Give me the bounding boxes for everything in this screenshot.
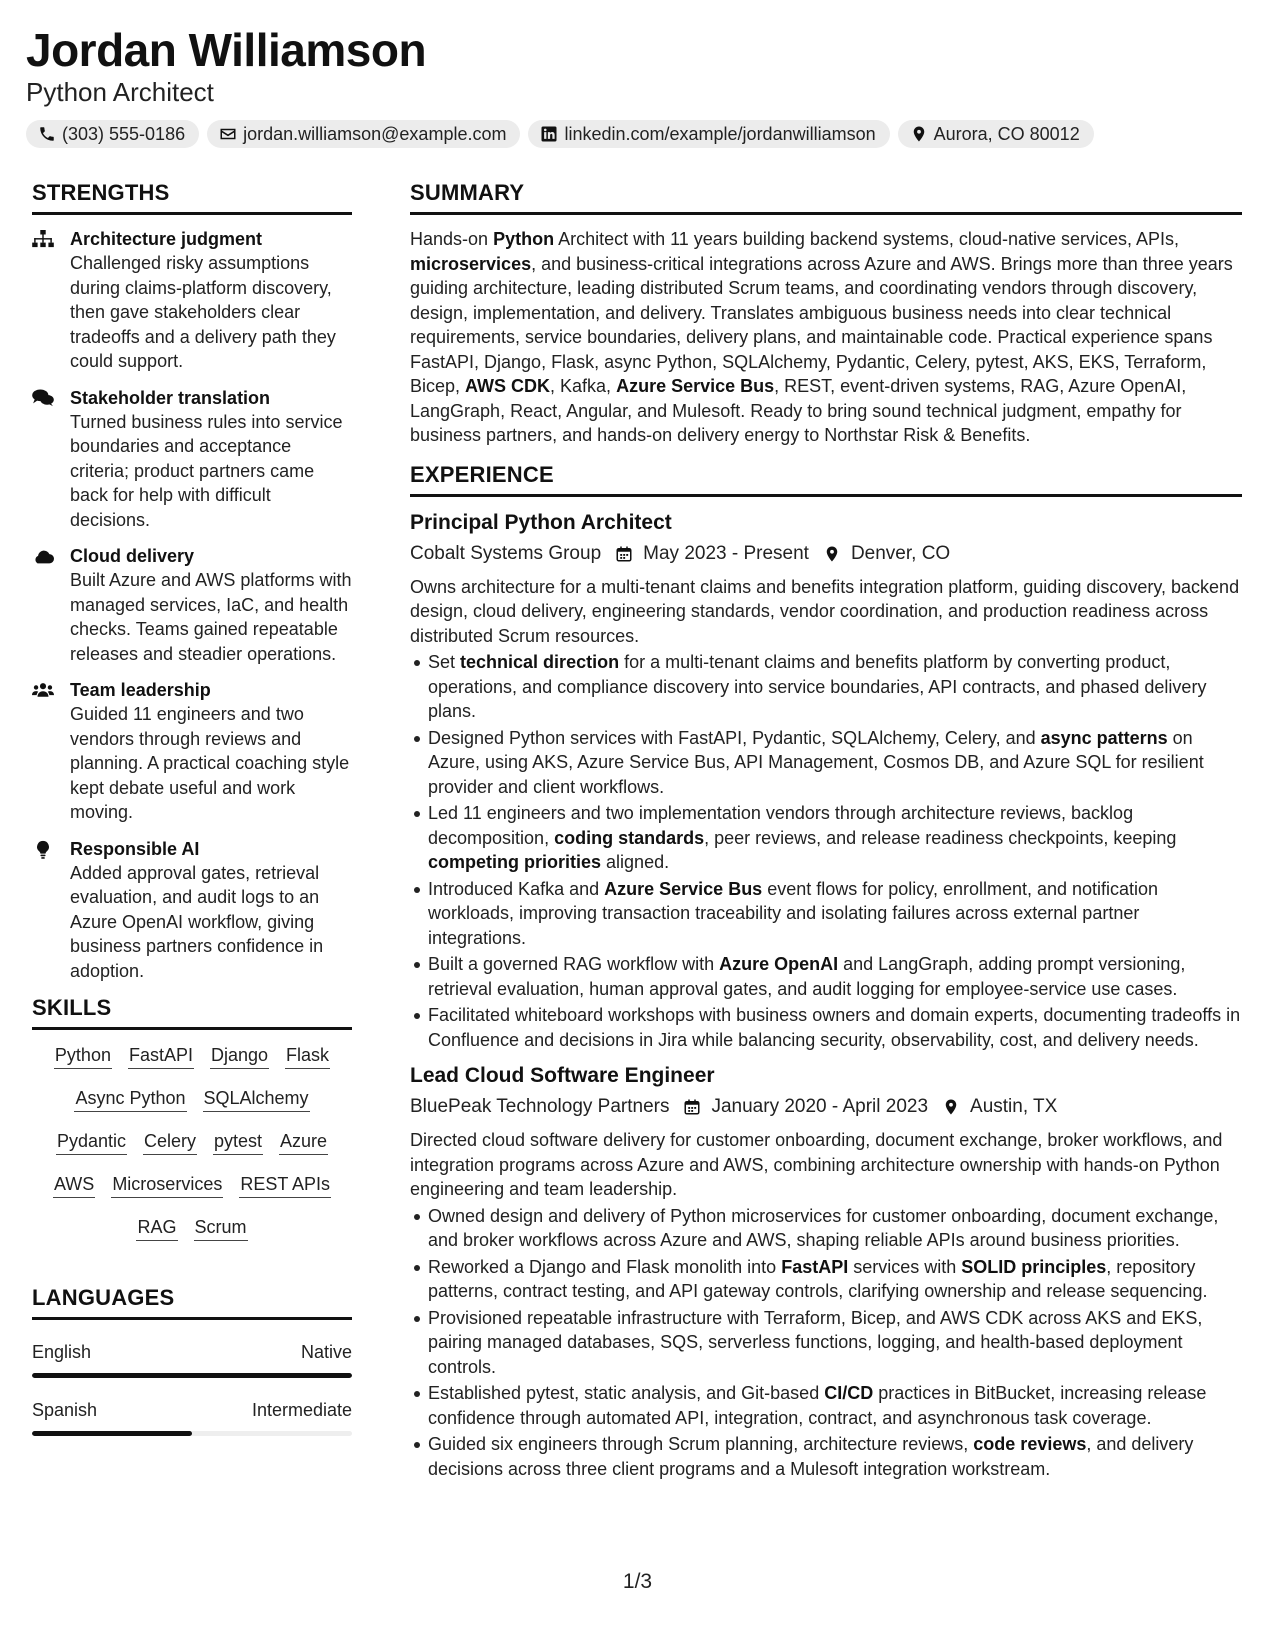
text-run: Set [428,652,461,672]
text-run: Hands-on [410,229,494,249]
strength-item [32,544,352,666]
job-bullet [428,1255,1242,1304]
skills-heading: SKILLS [32,995,352,1030]
contact-phone [26,120,199,148]
language-level: Native [300,1342,352,1362]
experience-heading: EXPERIENCE [410,462,1242,497]
skill-tag: Django [210,1044,269,1069]
job-location: Denver, CO [850,542,951,564]
job-title: Principal Python Architect [410,510,672,534]
strength-description: Built Azure and AWS platforms with managed services, IaC, and health checks. Teams gained repeatable releases and steadier operations. [70,570,352,664]
bold-keyword: microservices [410,253,532,274]
job-bullet [428,952,1242,1001]
page-number: 1/3 [622,1570,653,1593]
contact-phone-text: (303) 555-0186 [62,123,186,144]
bold-keyword: code reviews [973,1434,1087,1454]
text-run: and LangGraph, adding prompt versioning, retrieval evaluation, human approval gates, and audit logging for employee-service use cases. [428,954,1186,999]
bold-keyword: AWS CDK [465,376,551,396]
strengths-list [32,227,352,983]
language-proficiency-bar [32,1431,352,1436]
job-bullet [428,1381,1242,1430]
text-run: for a multi-tenant claims and benefits platform by converting product, operations, and compliance discovery into service boundaries, API contracts, and phased delivery plans. [428,652,1207,721]
job-bullet [428,1432,1242,1481]
contact-location [898,120,1094,148]
skill-tag: Azure [279,1130,328,1155]
calendar-icon [683,1098,701,1116]
skill-tag: SQLAlchemy [203,1087,310,1112]
bold-keyword: Azure Service Bus [604,878,763,899]
text-run: Introduced Kafka and [428,878,605,899]
summary-text [410,227,1242,448]
job-bullet-list [410,650,1242,1052]
text-run: , repository patterns, contract testing, and API gateway controls, clarifying ownership and release sequencing. [428,1256,1208,1301]
text-run: Guided six engineers through Scrum planning, architecture reviews, [428,1434,974,1454]
text-run: aligned. [601,852,670,872]
skill-tag: Async Python [74,1087,186,1112]
text-run: Designed Python services with FastAPI, Pydantic, SQLAlchemy, Celery, and [428,727,1041,748]
map-pin-icon [910,125,928,143]
skill-tag: Flask [285,1044,330,1069]
strength-title: Architecture judgment [70,229,263,249]
strength-title: Stakeholder translation [70,387,271,408]
text-run: Reworked a Django and Flask monolith into [428,1256,782,1277]
languages-heading: LANGUAGES [32,1285,352,1320]
strength-description: Added approval gates, retrieval evaluation, and audit logs to an Azure OpenAI workflow, giving business partners confidence in adoption. [70,862,324,981]
bold-keyword: Azure OpenAI [719,954,839,974]
text-run: Owned design and delivery of Python microservices for customer onboarding, document exchange, and broker workflows across Azure and AWS, shaping reliable APIs around business priorities. [428,1205,1219,1250]
strength-title: Responsible AI [70,838,200,859]
bold-keyword: competing priorities [428,852,602,872]
job-bullet [428,801,1242,875]
contact-email-text: jordan.williamson@example.com [243,123,507,144]
job-description: Directed cloud software delivery for customer onboarding, document exchange, broker workflows, and integration programs across Azure and AWS, combining architecture ownership with hands-on Python engineering and team leadership. [410,1130,1223,1199]
contact-location-text: Aurora, CO 80012 [933,123,1080,144]
text-run: , and business-critical integrations across Azure and AWS. Brings more than three years guiding architecture, leading distributed Scrum teams, and coordinating vendors through discovery, design, implementation, and delivery. Translates ambiguous business needs into clear technical requirements, service boundaries, delivery plans, and maintainable code. Practical experience spans FastAPI, Django, Flask, async Python, SQLAlchemy, Pydantic, Celery, pytest, AKS, EKS, Terraform, Bicep, [410,253,1233,396]
strength-description: Challenged risky assumptions during claims-platform discovery, then gave stakeholders clear tradeoffs and a delivery path they could support. [70,253,336,371]
map-pin-icon [823,545,841,563]
bold-keyword: async patterns [1040,727,1168,748]
candidate-name: Jordan Williamson [26,24,427,76]
strength-title: Team leadership [70,680,211,700]
job-entry [410,1062,1242,1481]
summary-heading: SUMMARY [410,180,1242,215]
bold-keyword: CI/CD [824,1383,874,1403]
bold-keyword: Azure Service Bus [616,376,775,396]
bold-keyword: Python [493,229,555,249]
job-company: Cobalt Systems Group [410,542,602,564]
text-run: Architect with 11 years building backend systems, cloud-native services, APIs, [554,229,1180,249]
strength-title: Cloud delivery [70,546,195,566]
lightbulb-icon [32,840,54,860]
language-item [32,1342,352,1378]
job-location: Austin, TX [970,1096,1058,1117]
bold-keyword: technical direction [460,652,620,672]
strength-description: Guided 11 engineers and two vendors through reviews and planning. A practical coaching style kept debate useful and work moving. [70,704,350,822]
text-run: , peer reviews, and release readiness checkpoints, keeping [704,827,1177,848]
job-bullet [428,1306,1242,1380]
text-run: event flows for policy, enrollment, and notification workloads, improving transaction traceability and isolating failures across external partner integrations. [428,878,1159,948]
job-title: Lead Cloud Software Engineer [410,1064,715,1087]
text-run: , and delivery decisions across three client programs and a Mulesoft integration workstream. [428,1434,1194,1479]
job-bullet [428,1003,1242,1052]
skill-tag: RAG [136,1216,177,1241]
language-name: English [32,1342,92,1362]
bold-keyword: FastAPI [781,1256,849,1277]
strength-description: Turned business rules into service boundaries and acceptance criteria; product partners came back for help with difficult decisions. [70,411,343,530]
text-run: practices in BitBucket, increasing release confidence through automated API, integration, contract, and asynchronous task coverage. [428,1383,1207,1428]
text-run: , Kafka, [550,376,617,396]
strength-item [32,227,352,374]
text-run: Provisioned repeatable infrastructure with Terraform, Bicep, and AWS CDK across AKS and EKS, pairing managed databases, SQS, serverless functions, logging, and health-based deployment controls. [428,1307,1203,1377]
skill-tag: pytest [213,1130,263,1155]
language-item [32,1400,352,1436]
cloud-icon [32,547,54,565]
strength-item [32,386,352,533]
skill-tag: Python [54,1044,112,1069]
text-run: Built a governed RAG workflow with [428,954,720,974]
text-run: on Azure, using AKS, Azure Service Bus, API Management, Cosmos DB, and Azure SQL for resilient provider and client workflows. [428,727,1204,797]
language-proficiency-bar [32,1373,352,1378]
contact-email[interactable] [207,120,520,148]
job-bullet [428,726,1242,800]
job-bullet [428,650,1242,724]
skill-tag: AWS [53,1173,95,1198]
job-bullet [428,877,1242,951]
contact-linkedin-text: linkedin.com/example/jordanwilliamson [564,123,876,144]
job-dates: January 2020 - April 2023 [711,1096,929,1117]
users-icon [32,681,54,699]
contact-list [26,120,1256,148]
job-entry [410,509,1242,1053]
skill-tag: Celery [143,1130,197,1155]
language-proficiency-fill [32,1373,352,1378]
skill-tag: Pydantic [56,1130,127,1155]
skill-tag: FastAPI [128,1044,194,1069]
skills-list [32,1044,352,1241]
contact-linkedin[interactable] [528,120,889,148]
job-meta [410,1094,1242,1120]
job-bullet-list [410,1204,1242,1482]
text-run: Facilitated whiteboard workshops with business owners and domain experts, documenting tradeoffs in Confluence and decisions in Jira while balancing security, observability, cost, and delivery needs. [428,1005,1241,1050]
chat-bubbles-icon [32,389,54,407]
job-description: Owns architecture for a multi-tenant claims and benefits integration platform, guiding discovery, backend design, cloud delivery, engineering standards, vendor coordination, and production readiness across distributed Scrum resources. [410,576,1240,646]
candidate-role: Python Architect [26,77,214,107]
strengths-heading: STRENGTHS [32,180,352,215]
job-dates: May 2023 - Present [643,542,809,564]
left-column [32,180,352,1436]
job-bullet [428,1204,1242,1253]
strength-item [32,837,352,984]
language-name: Spanish [32,1400,98,1420]
skill-tag: Scrum [194,1216,248,1241]
language-proficiency-fill [32,1431,192,1436]
bold-keyword: SOLID principles [961,1256,1107,1277]
text-run: , REST, event-driven systems, RAG, Azure OpenAI, LangGraph, React, Angular, and Mulesoft. Ready to bring sound technical judgment, empathy for business partners, and hands-on delivery energy to Northstar Risk & Benefits. [410,376,1187,445]
sitemap-icon [32,230,54,248]
linkedin-icon [540,125,558,143]
job-company: BluePeak Technology Partners [410,1096,670,1117]
skill-tag: Microservices [111,1173,223,1198]
right-column [410,180,1242,1483]
language-level: Intermediate [251,1400,352,1420]
resume-header [26,24,1256,148]
map-pin-icon [942,1098,960,1116]
bold-keyword: coding standards [554,827,705,848]
calendar-icon [615,545,633,563]
envelope-icon [219,125,237,143]
strength-item [32,678,352,825]
text-run: services with [848,1256,962,1277]
job-meta [410,541,1242,567]
skill-tag: REST APIs [239,1173,331,1198]
phone-icon [38,125,56,143]
text-run: Established pytest, static analysis, and Git-based [428,1383,825,1403]
text-run: Led 11 engineers and two implementation vendors through architecture reviews, backlog decomposition, [428,803,1134,848]
